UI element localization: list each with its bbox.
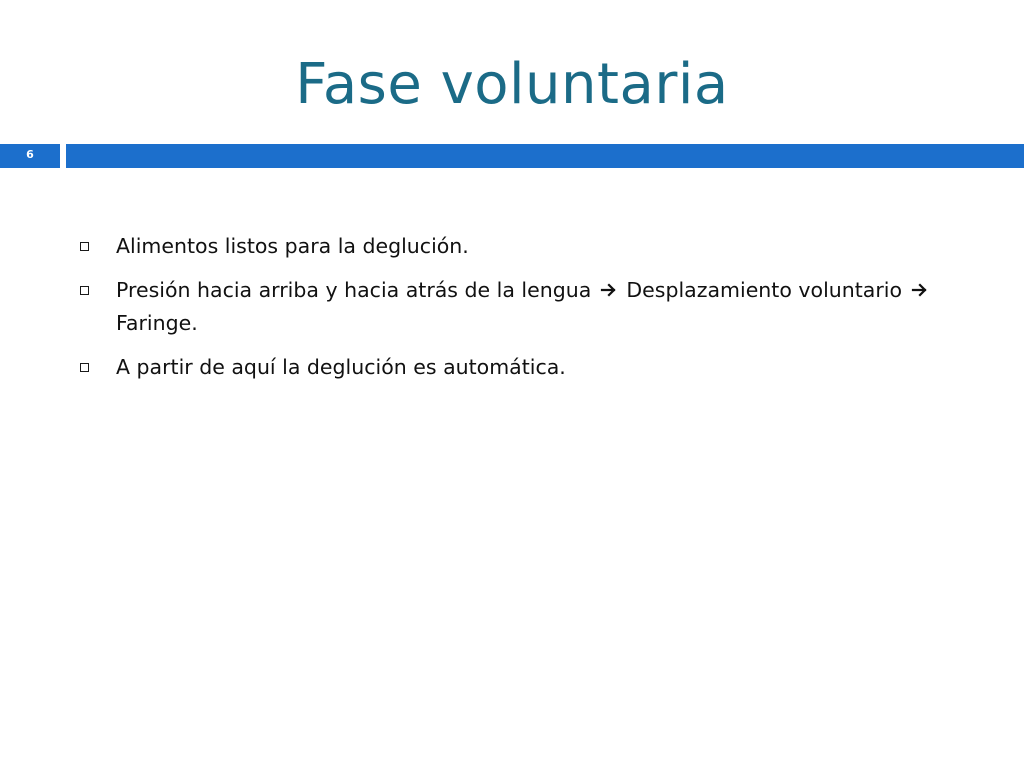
slide-title: Fase voluntaria (295, 52, 729, 117)
bullet-item (78, 230, 938, 262)
slide-number-badge: 6 (0, 144, 60, 168)
hollow-square-bullet-icon (80, 242, 89, 251)
bullet-text-part: Faringe. (116, 311, 198, 335)
bullet-item (78, 274, 938, 339)
bullet-text-part: Desplazamiento voluntario (626, 278, 903, 302)
bullet-item (78, 351, 938, 383)
hollow-square-bullet-icon (80, 286, 89, 295)
bullet-list (78, 230, 938, 395)
header-accent-bar (66, 144, 1024, 168)
bullet-text: Alimentos listos para la deglución. (116, 234, 469, 258)
bullet-text: A partir de aquí la deglución es automática. (116, 355, 566, 379)
right-arrow-icon (911, 275, 929, 307)
bullet-text-part: Presión hacia arriba y hacia atrás de la lengua (116, 278, 592, 302)
hollow-square-bullet-icon (80, 363, 89, 372)
right-arrow-icon (600, 275, 618, 307)
